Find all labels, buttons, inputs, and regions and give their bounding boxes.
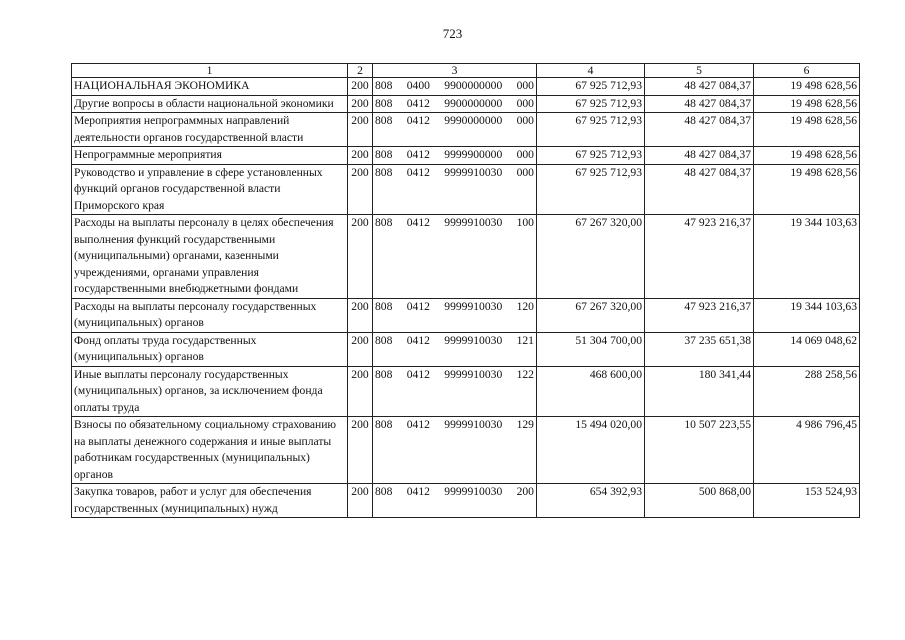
row-code xyxy=(373,484,537,518)
code-chapter: 808 xyxy=(375,165,393,179)
row-amount-6: 19 498 628,56 xyxy=(754,147,860,165)
table-row xyxy=(72,95,860,113)
row-col-2: 200 xyxy=(348,215,373,299)
row-amount-4: 654 392,93 xyxy=(537,484,645,518)
code-expense-type: 129 xyxy=(516,418,534,431)
table-row xyxy=(72,366,860,417)
code-target-article: 9999910030 xyxy=(444,418,503,431)
row-code xyxy=(373,417,537,484)
code-section: 0412 xyxy=(406,165,430,179)
row-col-2: 200 xyxy=(348,298,373,332)
row-col-2: 200 xyxy=(348,147,373,165)
table-header-row xyxy=(72,64,860,78)
row-name: Руководство и управление в сфере установленных функций органов государственной власти Приморского края xyxy=(72,164,348,215)
table-row xyxy=(72,298,860,332)
table-row xyxy=(72,78,860,96)
row-name: Расходы на выплаты персоналу государственных (муниципальных) органов xyxy=(72,298,348,332)
row-name: Расходы на выплаты персоналу в целях обеспечения выполнения функций государственными (муниципальными) органами, казенными учреждениями, органами управления государственными внебюджетными фондами xyxy=(72,215,348,299)
table-row xyxy=(72,113,860,147)
code-section: 0412 xyxy=(406,418,430,431)
row-amount-4: 67 267 320,00 xyxy=(537,298,645,332)
row-amount-6: 19 498 628,56 xyxy=(754,164,860,215)
row-amount-6: 19 498 628,56 xyxy=(754,95,860,113)
table-row xyxy=(72,215,860,299)
column-header-1: 1 xyxy=(72,64,348,78)
row-amount-5: 48 427 084,37 xyxy=(645,95,754,113)
row-code xyxy=(373,147,537,165)
row-amount-5: 47 923 216,37 xyxy=(645,215,754,299)
code-section: 0412 xyxy=(406,485,430,498)
row-col-2: 200 xyxy=(348,95,373,113)
row-amount-6: 288 258,56 xyxy=(754,366,860,417)
code-target-article: 9999910030 xyxy=(444,485,503,498)
row-name: Мероприятия непрограммных направлений деятельности органов государственной власти xyxy=(72,113,348,147)
row-code xyxy=(373,332,537,366)
row-amount-4: 468 600,00 xyxy=(537,366,645,417)
code-chapter: 808 xyxy=(375,216,393,229)
table-row xyxy=(72,332,860,366)
code-expense-type: 000 xyxy=(516,114,534,127)
row-col-2: 200 xyxy=(348,417,373,484)
code-target-article: 9999900000 xyxy=(444,148,503,161)
row-name: НАЦИОНАЛЬНАЯ ЭКОНОМИКА xyxy=(72,78,348,96)
row-amount-4: 67 925 712,93 xyxy=(537,113,645,147)
row-amount-5: 180 341,44 xyxy=(645,366,754,417)
row-code xyxy=(373,298,537,332)
row-amount-6: 19 344 103,63 xyxy=(754,215,860,299)
code-section: 0412 xyxy=(406,96,430,110)
code-section: 0412 xyxy=(406,367,430,381)
code-target-article: 9999910030 xyxy=(444,333,503,347)
code-chapter: 808 xyxy=(375,114,393,127)
code-chapter: 808 xyxy=(375,148,393,161)
row-col-2: 200 xyxy=(348,164,373,215)
code-section: 0412 xyxy=(406,216,430,229)
row-name: Другие вопросы в области национальной экономики xyxy=(72,95,348,113)
row-code xyxy=(373,95,537,113)
row-amount-4: 67 925 712,93 xyxy=(537,78,645,96)
row-amount-4: 67 925 712,93 xyxy=(537,95,645,113)
code-target-article: 9999910030 xyxy=(444,216,503,229)
row-amount-4: 67 925 712,93 xyxy=(537,164,645,215)
row-col-2: 200 xyxy=(348,113,373,147)
code-target-article: 9999910030 xyxy=(444,165,503,179)
row-code xyxy=(373,164,537,215)
code-target-article: 9900000000 xyxy=(444,96,503,110)
row-name: Взносы по обязательному социальному страхованию на выплаты денежного содержания и иные выплаты работникам государственных (муниципальных) органов xyxy=(72,417,348,484)
row-amount-6: 19 344 103,63 xyxy=(754,298,860,332)
row-amount-4: 15 494 020,00 xyxy=(537,417,645,484)
budget-table xyxy=(71,63,860,518)
row-col-2: 200 xyxy=(348,366,373,417)
code-expense-type: 120 xyxy=(516,299,534,313)
code-expense-type: 000 xyxy=(516,96,534,110)
code-chapter: 808 xyxy=(375,79,393,92)
row-amount-4: 67 267 320,00 xyxy=(537,215,645,299)
code-target-article: 9999910030 xyxy=(444,299,503,313)
row-amount-6: 19 498 628,56 xyxy=(754,78,860,96)
row-amount-5: 500 868,00 xyxy=(645,484,754,518)
row-amount-6: 19 498 628,56 xyxy=(754,113,860,147)
row-col-2: 200 xyxy=(348,332,373,366)
row-col-2: 200 xyxy=(348,78,373,96)
page-number: 723 xyxy=(442,26,463,41)
code-section: 0412 xyxy=(406,148,430,161)
row-amount-5: 48 427 084,37 xyxy=(645,78,754,96)
code-chapter: 808 xyxy=(375,96,393,110)
row-amount-5: 37 235 651,38 xyxy=(645,332,754,366)
table-row xyxy=(72,147,860,165)
row-amount-6: 14 069 048,62 xyxy=(754,332,860,366)
column-header-3: 3 xyxy=(373,64,537,78)
row-amount-6: 4 986 796,45 xyxy=(754,417,860,484)
column-header-5: 5 xyxy=(645,64,754,78)
code-expense-type: 200 xyxy=(516,485,534,498)
row-amount-4: 67 925 712,93 xyxy=(537,147,645,165)
code-chapter: 808 xyxy=(375,485,393,498)
code-target-article: 9999910030 xyxy=(444,367,503,381)
code-section: 0412 xyxy=(406,114,430,127)
row-code xyxy=(373,78,537,96)
column-header-2: 2 xyxy=(348,64,373,78)
code-target-article: 9990000000 xyxy=(444,114,503,127)
row-amount-5: 47 923 216,37 xyxy=(645,298,754,332)
row-name: Закупка товаров, работ и услуг для обеспечения государственных (муниципальных) нужд xyxy=(72,484,348,518)
row-name: Иные выплаты персоналу государственных (муниципальных) органов, за исключением фонда оплаты труда xyxy=(72,366,348,417)
code-expense-type: 000 xyxy=(516,165,534,179)
code-expense-type: 121 xyxy=(516,333,534,347)
row-amount-4: 51 304 700,00 xyxy=(537,332,645,366)
code-section: 0412 xyxy=(406,299,430,313)
row-amount-5: 48 427 084,37 xyxy=(645,147,754,165)
row-amount-5: 48 427 084,37 xyxy=(645,113,754,147)
row-amount-5: 48 427 084,37 xyxy=(645,164,754,215)
code-section: 0400 xyxy=(406,79,430,92)
row-code xyxy=(373,215,537,299)
code-section: 0412 xyxy=(406,333,430,347)
code-chapter: 808 xyxy=(375,333,393,347)
code-chapter: 808 xyxy=(375,367,393,381)
table-row xyxy=(72,417,860,484)
table-row xyxy=(72,164,860,215)
column-header-6: 6 xyxy=(754,64,860,78)
code-expense-type: 000 xyxy=(516,148,534,161)
row-amount-6: 153 524,93 xyxy=(754,484,860,518)
row-name: Фонд оплаты труда государственных (муниципальных) органов xyxy=(72,332,348,366)
row-col-2: 200 xyxy=(348,484,373,518)
code-chapter: 808 xyxy=(375,299,393,313)
code-target-article: 9900000000 xyxy=(444,79,503,92)
row-code xyxy=(373,366,537,417)
code-expense-type: 122 xyxy=(516,367,534,381)
row-amount-5: 10 507 223,55 xyxy=(645,417,754,484)
row-code xyxy=(373,113,537,147)
code-expense-type: 100 xyxy=(516,216,534,229)
column-header-4: 4 xyxy=(537,64,645,78)
row-name: Непрограммные мероприятия xyxy=(72,147,348,165)
code-chapter: 808 xyxy=(375,418,393,431)
code-expense-type: 000 xyxy=(516,79,534,92)
table-row xyxy=(72,484,860,518)
